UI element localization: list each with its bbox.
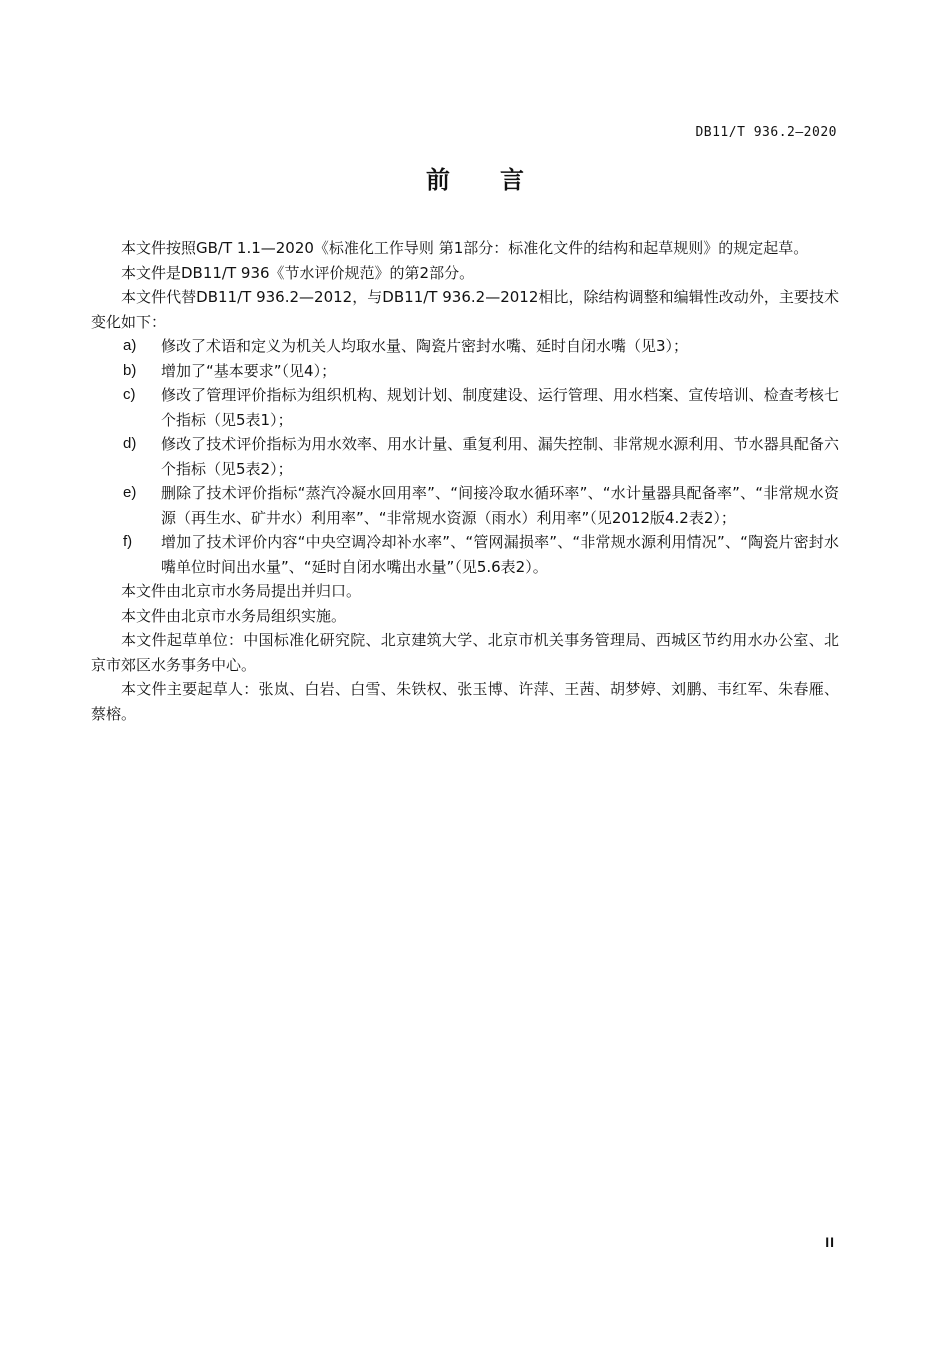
change-item (91, 359, 839, 384)
intro-paragraph: 本文件代替DB11/T 936.2—2012，与DB11/T 936.2—2012相比，除结构调整和编辑性改动外，主要技术变化如下： (91, 288, 839, 331)
change-item (91, 383, 839, 432)
intro-paragraph: 本文件是DB11/T 936《节水评价规范》的第2部分。 (121, 263, 475, 282)
change-item (91, 334, 839, 359)
change-item-text: 增加了“基本要求”（见4）； (161, 361, 337, 380)
outro-paragraph: 本文件主要起草人：张岚、白岩、白雪、朱铁权、张玉博、许萍、王茜、胡梦婷、刘鹏、韦红军、朱春雁、蔡榕。 (91, 680, 839, 723)
outro-paragraph: 本文件由北京市水务局提出并归口。 (121, 582, 362, 600)
outro-paragraph: 本文件起草单位：中国标准化研究院、北京建筑大学、北京市机关事务管理局、西城区节约用水办公室、北京市郊区水务事务中心。 (91, 631, 839, 674)
change-item (91, 530, 839, 579)
change-item-text: 修改了管理评价指标为组织机构、规划计划、制度建设、运行管理、用水档案、宣传培训、检查考核七个指标（见5表1）； (161, 386, 839, 429)
change-item-marker: f) (123, 533, 133, 550)
change-item-marker: d) (123, 435, 137, 452)
change-item-marker: e) (123, 484, 137, 501)
intro-paragraph: 本文件按照GB/T 1.1—2020《标准化工作导则 第1部分：标准化文件的结构和起草规则》的规定起草。 (121, 239, 809, 257)
foreword-body (91, 236, 839, 726)
outro-paragraph: 本文件由北京市水务局组织实施。 (121, 606, 347, 625)
change-item-text: 修改了技术评价指标为用水效率、用水计量、重复利用、漏失控制、非常规水源利用、节水器具配备六个指标（见5表2）； (161, 435, 839, 478)
document-code: DB11/T 936.2—2020 (695, 125, 837, 140)
page-number: II (825, 1234, 835, 1250)
change-item-marker: a) (123, 337, 137, 354)
change-item-text: 删除了技术评价指标“蒸汽冷凝水回用率”、“间接冷取水循环率”、“水计量器具配备率”、“非常规水资源（再生水、矿井水）利用率”、“非常规水资源（雨水）利用率”（见2012版4.2表2）； (161, 484, 839, 527)
change-item-marker: b) (123, 361, 137, 379)
change-item (91, 481, 839, 530)
changes-list (91, 334, 839, 579)
change-item-text: 修改了术语和定义为机关人均取水量、陶瓷片密封水嘴、延时自闭水嘴（见3）； (161, 337, 689, 355)
page-title: 前言 (426, 166, 574, 194)
change-item-marker: c) (123, 386, 136, 403)
change-item (91, 432, 839, 481)
change-item-text: 增加了技术评价内容“中央空调冷却补水率”、“管网漏损率”、“非常规水源利用情况”、“陶瓷片密封水嘴单位时间出水量”、“延时自闭水嘴出水量”（见5.6表2）。 (161, 533, 839, 576)
